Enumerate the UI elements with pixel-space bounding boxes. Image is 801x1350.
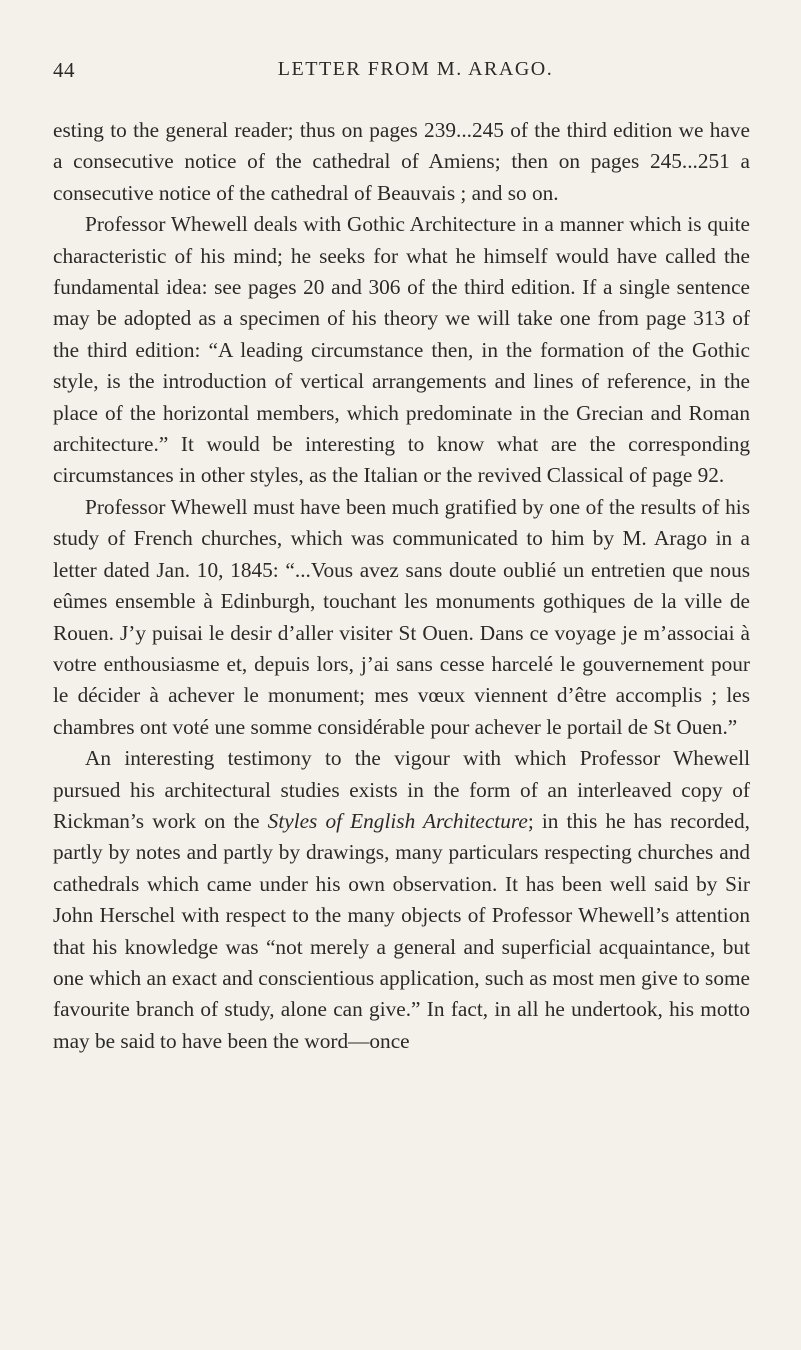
- paragraph-4-text-before: An interesting testimony to the vigour with which Professor Whewell pursued his architectural studies exists in the form of an interleaved copy of Rickman’s work on the: [53, 746, 750, 833]
- paragraph-4: [53, 743, 750, 1057]
- paragraph-3: Professor Whewell must have been much gratified by one of the results of his study of French churches, which was communicated to him by M. Arago in a letter dated Jan. 10, 1845: “...Vous avez sans doute oublié un entretien que nous eûmes ensemble à Edinburgh, touchant les monuments gothiques de la ville de Rouen. J’y puisai le desir d’aller visiter St Ouen. Dans ce voyage je m’associai à votre enthousiasme et, depuis lors, j’ai sans cesse harcelé le gouvernement pour le décider à achever le monument; mes vœux viennent d’être accomplis ; les chambres ont voté une somme considérable pour achever le portail de St Ouen.”: [53, 494, 750, 739]
- paragraph-2: Professor Whewell deals with Gothic Architecture in a manner which is quite characteristic of his mind; he seeks for what he himself would have called the fundamental idea: see pages 20 and 306 of the third edition. If a single sentence may be adopted as a specimen of his theory we will take one from page 313 of the third edition: “A leading circumstance then, in the formation of the Gothic style, is the introduction of vertical arrangements and lines of reference, in the place of the horizontal members, which predominate in the Grecian and Roman architecture.” It would be interesting to know what are the corresponding circumstances in other styles, as the Italian or the revived Classical of page 92.: [53, 212, 750, 488]
- paragraph-4-text-after: ; in this he has recorded, partly by notes and partly by drawings, many particulars respecting churches and cathedrals which came under his own observation. It has been well said by Sir John Herschel with respect to the many objects of Professor Whewell’s attention that his knowledge was “not merely a general and superficial acquaintance, but one which an exact and conscientious application, such as most men give to some favourite branch of study, alone can give.” In fact, in all he undertook, his motto may be said to have been the word—once: [53, 808, 750, 1053]
- book-title-italic: Styles of English Architecture: [267, 808, 528, 833]
- running-title: LETTER FROM M. ARAGO.: [277, 58, 554, 80]
- paragraph-1: esting to the general reader; thus on pages 239...245 of the third edition we have a consecutive notice of the cathedral of Amiens; then on pages 245...251 a consecutive notice of the cathedral of Beauvais ; and so on.: [53, 118, 750, 205]
- page-header: [53, 58, 748, 88]
- page-number: 44: [53, 58, 75, 82]
- body-text: [53, 115, 750, 1057]
